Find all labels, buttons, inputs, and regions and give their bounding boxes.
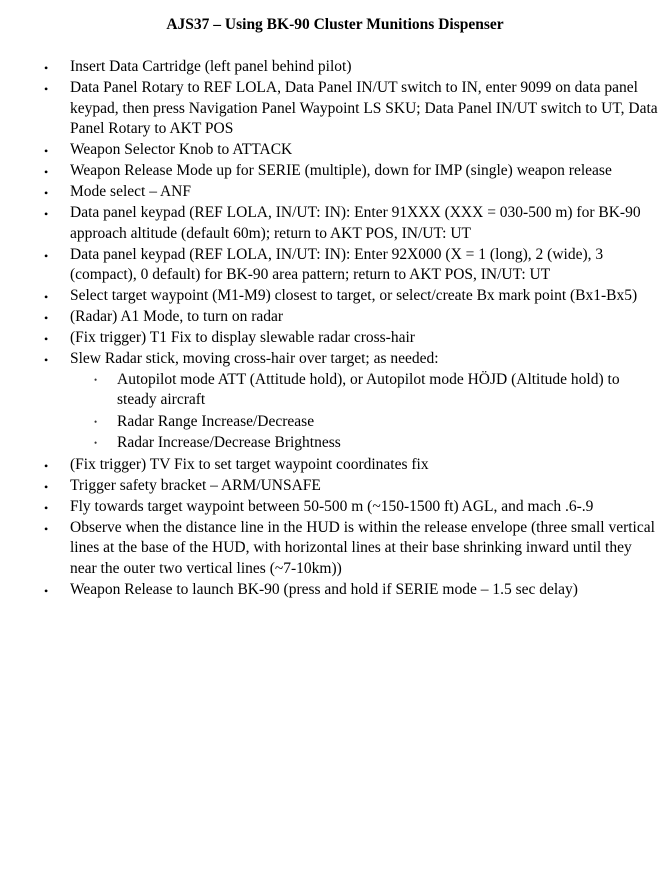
list-item-select-waypoint bbox=[0, 286, 670, 307]
sub-list-item-text: Radar Increase/Decrease Brightness bbox=[117, 434, 341, 451]
bullet-icon: • bbox=[44, 165, 49, 179]
list-item-weapon-selector bbox=[0, 140, 670, 161]
sub-bullet-icon: • bbox=[94, 374, 98, 385]
list-item-approach-altitude bbox=[0, 203, 670, 244]
sub-list-item-autopilot bbox=[70, 370, 662, 411]
sub-list-item-text: Autopilot mode ATT (Attitude hold), or Autopilot mode HÖJD (Altitude hold) to steady aircraft bbox=[117, 370, 620, 408]
list-item-fix-trigger-tv bbox=[0, 455, 670, 476]
sub-list-item-radar-brightness bbox=[70, 433, 662, 454]
list-item-text: Mode select – ANF bbox=[70, 183, 191, 200]
list-item-text: Trigger safety bracket – ARM/UNSAFE bbox=[70, 476, 321, 494]
list-item-mode-select bbox=[0, 182, 670, 203]
list-item-slew-radar bbox=[0, 349, 670, 454]
list-item-text: Data panel keypad (REF LOLA, IN/UT: IN): Enter 92X000 (X = 1 (long), 2 (wide), 3 (compact), 0 default) for BK-90 area pattern; return to AKT POS, IN/UT: UT bbox=[70, 245, 604, 283]
list-item-weapon-release bbox=[0, 580, 670, 601]
bullet-icon: • bbox=[44, 458, 49, 473]
bullet-icon: • bbox=[44, 353, 49, 367]
list-item-text: Observe when the distance line in the HUD is within the release envelope (three small vertical lines at the base of the HUD, with horizontal lines at their base shrinking inward until they near the outer two vertical lines (~7-10km)) bbox=[70, 518, 655, 577]
bullet-icon: • bbox=[44, 144, 49, 158]
list-item-fix-trigger-t1 bbox=[0, 328, 670, 349]
list-item-observe-hud bbox=[0, 518, 670, 580]
bullet-icon: • bbox=[44, 500, 49, 515]
list-item-area-pattern bbox=[0, 245, 670, 286]
sub-bullet-icon: • bbox=[94, 416, 98, 427]
sub-list-item-radar-range bbox=[70, 412, 662, 433]
bullet-icon: • bbox=[44, 61, 49, 75]
list-item-text: Weapon Release to launch BK-90 (press and hold if SERIE mode – 1.5 sec delay) bbox=[70, 580, 578, 598]
bullet-icon: • bbox=[44, 332, 49, 346]
list-item-text: Data panel keypad (REF LOLA, IN/UT: IN): Enter 91XXX (XXX = 030-500 m) for BK-90 approach altitude (default 60m); return to AKT POS, IN/UT: UT bbox=[70, 204, 641, 242]
bullet-icon: • bbox=[44, 479, 49, 494]
list-item-fly-towards bbox=[0, 497, 670, 518]
list-item-text: Weapon Selector Knob to ATTACK bbox=[70, 141, 293, 158]
list-item-trigger-safety bbox=[0, 476, 670, 497]
list-item-text: Fly towards target waypoint between 50-500 m (~150-1500 ft) AGL, and mach .6-.9 bbox=[70, 497, 594, 515]
bullet-icon: • bbox=[44, 521, 49, 536]
list-item-radar-mode bbox=[0, 307, 670, 328]
list-item-text: (Radar) A1 Mode, to turn on radar bbox=[70, 308, 284, 325]
list-item-data-panel-rotary bbox=[0, 78, 670, 140]
procedure-list bbox=[0, 57, 670, 601]
list-item-text: Weapon Release Mode up for SERIE (multiple), down for IMP (single) weapon release bbox=[70, 162, 612, 179]
bullet-icon: • bbox=[44, 311, 49, 325]
page-title: AJS37 – Using BK-90 Cluster Munitions Dispenser bbox=[166, 16, 504, 33]
list-item-text: Insert Data Cartridge (left panel behind pilot) bbox=[70, 58, 352, 75]
bullet-icon: • bbox=[44, 186, 49, 200]
bullet-icon: • bbox=[44, 290, 49, 304]
list-item-text: (Fix trigger) TV Fix to set target waypoint coordinates fix bbox=[70, 455, 429, 473]
list-item-text: Data Panel Rotary to REF LOLA, Data Panel IN/UT switch to IN, enter 9099 on data panel keypad, then press Navigation Panel Waypoint LS SKU; Data Panel IN/UT switch to UT, Data Panel Rotary to AKT POS bbox=[70, 79, 658, 137]
bullet-icon: • bbox=[44, 82, 49, 96]
list-item-text: Slew Radar stick, moving cross-hair over target; as needed: bbox=[70, 350, 439, 367]
sub-bullet-icon: • bbox=[94, 438, 98, 448]
bullet-icon: • bbox=[44, 207, 49, 221]
list-item-text: Select target waypoint (M1-M9) closest to target, or select/create Bx mark point (Bx1-Bx5) bbox=[70, 287, 638, 304]
sub-list bbox=[70, 370, 662, 454]
bullet-icon: • bbox=[44, 248, 49, 263]
sub-list-item-text: Radar Range Increase/Decrease bbox=[117, 412, 315, 430]
list-item-release-mode bbox=[0, 161, 670, 182]
list-item-insert-cartridge bbox=[0, 57, 670, 78]
list-item-text: (Fix trigger) T1 Fix to display slewable radar cross-hair bbox=[70, 329, 415, 346]
bullet-icon: • bbox=[44, 583, 49, 598]
